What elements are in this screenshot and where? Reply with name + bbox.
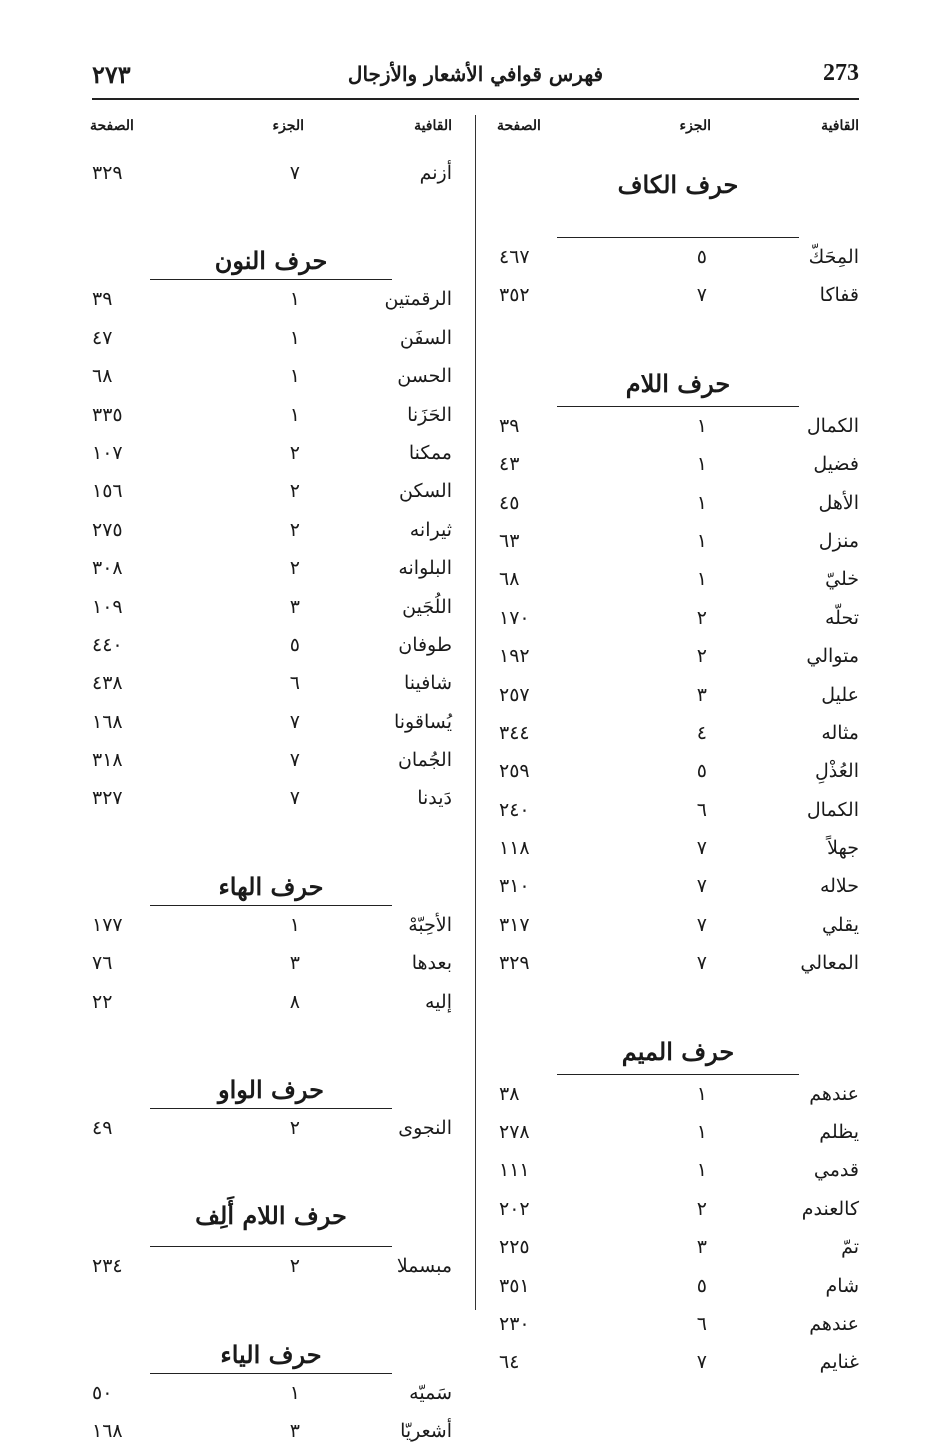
index-row (497, 1271, 859, 1309)
rhyme-cell: المعالي (800, 952, 859, 975)
index-row (497, 1117, 859, 1155)
index-row (497, 1347, 859, 1385)
volume-cell: ٥ (696, 760, 707, 783)
page-cell: ٣٢٩ (92, 162, 123, 184)
volume-cell: ١ (696, 1082, 707, 1105)
page-cell: ٢٤٠ (499, 798, 530, 821)
index-row (90, 783, 452, 821)
page-cell: ٢٧٨ (499, 1121, 530, 1144)
index-row (497, 1155, 859, 1193)
volume-cell: ٣ (289, 595, 300, 618)
rhyme-cell: الجُمان (397, 749, 452, 772)
index-row (497, 795, 859, 833)
section-rule (150, 1246, 392, 1247)
volume-cell: ١ (289, 365, 300, 388)
rhyme-cell: ثيرانه (409, 518, 452, 541)
volume-cell: ٢ (289, 441, 300, 464)
index-row (497, 718, 859, 756)
section-rule (557, 1074, 799, 1075)
page-header (92, 58, 859, 100)
index-row (497, 280, 859, 318)
rhyme-cell: عندهم (809, 1082, 859, 1105)
index-row (90, 438, 452, 476)
page-cell: ١٥٦ (92, 480, 123, 503)
rhyme-cell: جهلاً (827, 837, 859, 860)
column-header (497, 112, 859, 142)
page-cell: ٢٧٥ (92, 518, 123, 541)
index-row (497, 910, 859, 948)
volume-cell: ١ (289, 288, 300, 311)
volume-cell: ١ (289, 1381, 300, 1404)
rhyme-cell: عندهم (809, 1312, 859, 1335)
index-row (90, 1416, 452, 1454)
volume-cell: ٢ (696, 606, 707, 629)
section-title: حرف الهاء (218, 871, 324, 901)
page-cell: ١٧٠ (499, 606, 530, 629)
rhyme-cell: الحسن (397, 365, 452, 388)
page-cell: ٧٦ (92, 952, 113, 975)
index-row (90, 745, 452, 783)
right-column (497, 112, 859, 1386)
rhyme-cell: قفاكا (819, 284, 859, 307)
index-row (90, 1378, 452, 1416)
volume-cell: ٧ (696, 284, 707, 307)
rhyme-cell: المِحَكّ (808, 246, 859, 268)
page-cell: ٤٦٧ (499, 246, 530, 268)
index-row (90, 515, 452, 553)
section-rule (557, 406, 799, 407)
volume-cell: ٦ (289, 672, 300, 695)
page-cell: ٣١٧ (499, 913, 530, 936)
volume-cell: ٢ (289, 480, 300, 503)
column-divider (475, 115, 476, 1310)
column-header (90, 112, 452, 142)
section-title: حرف الكاف (617, 170, 739, 199)
section-heading (497, 319, 859, 411)
volume-cell: ٢ (289, 1255, 300, 1278)
index-row (90, 553, 452, 591)
volume-cell: ١ (289, 403, 300, 426)
index-row (90, 668, 452, 706)
index-row (497, 948, 859, 986)
page-cell: ١٠٩ (92, 595, 123, 618)
rhyme-cell: حلاله (819, 875, 859, 898)
index-row (497, 526, 859, 564)
rhyme-cell: شام (825, 1274, 859, 1297)
index-row (90, 707, 452, 745)
page-cell: ٤٤٠ (92, 633, 123, 656)
page-cell: ١٧٧ (92, 913, 123, 936)
index-row (497, 641, 859, 679)
page-cell: ٣٥١ (499, 1274, 530, 1297)
running-title: فهرس قوافي الأشعار والأزجال (347, 62, 604, 86)
index-row (90, 1113, 452, 1151)
volume-cell: ٧ (696, 1351, 707, 1374)
page-cell: ٣٨ (499, 1082, 520, 1105)
volume-cell: ٤ (696, 721, 707, 744)
volume-cell: ٣ (696, 683, 707, 706)
index-row (90, 400, 452, 438)
page-cell: ٢٥٧ (499, 683, 530, 706)
section-rule (150, 1373, 392, 1374)
volume-cell: ٣ (696, 1236, 707, 1259)
rhyme-cell: الرقمتين (384, 288, 452, 311)
section-title: حرف اللام (625, 368, 731, 398)
index-row (497, 833, 859, 871)
section-heading (90, 1290, 452, 1378)
volume-cell: ١ (696, 1159, 707, 1182)
column-header-volume: الجزء (272, 118, 304, 134)
volume-cell: ١ (696, 1121, 707, 1144)
index-row (497, 564, 859, 602)
volume-cell: ٦ (696, 1312, 707, 1335)
rhyme-cell: مبسملا (396, 1255, 452, 1278)
column-header-volume: الجزء (679, 118, 711, 134)
volume-cell: ٣ (289, 952, 300, 975)
index-row (497, 1194, 859, 1232)
rhyme-cell: تحلّه (824, 606, 859, 629)
page-cell: ٤٥ (499, 491, 520, 514)
index-row (497, 242, 859, 280)
section-heading (90, 822, 452, 910)
page-cell: ٤٧ (92, 326, 113, 349)
rhyme-cell: السكن (399, 480, 452, 503)
page-cell: ٣٥٢ (499, 284, 530, 307)
rhyme-cell: ممكنا (408, 441, 452, 464)
section-title: حرف النون (214, 246, 328, 276)
volume-cell: ١ (289, 913, 300, 936)
index-row (90, 910, 452, 948)
page-cell: ٢٥٩ (499, 760, 530, 783)
page-cell: ١٦٨ (92, 710, 123, 733)
section-title: حرف الواو (218, 1075, 324, 1105)
page-cell: ٦٨ (499, 568, 520, 591)
index-row (497, 488, 859, 526)
rhyme-cell: تمّ (841, 1236, 859, 1259)
index-row (497, 1079, 859, 1117)
volume-cell: ٢ (289, 557, 300, 580)
rhyme-cell: يظلم (819, 1121, 859, 1144)
index-row (497, 1232, 859, 1270)
rhyme-cell: البلوانه (398, 557, 452, 580)
page-cell: ٤٩ (92, 1117, 113, 1140)
index-row (497, 680, 859, 718)
rhyme-cell: اللُجَين (402, 595, 452, 618)
section-heading (497, 987, 859, 1079)
index-row (497, 449, 859, 487)
rhyme-cell: النجوى (398, 1117, 452, 1140)
index-row (90, 592, 452, 630)
rhyme-cell: طوفان (398, 633, 452, 656)
page-cell: ٣١٠ (499, 875, 530, 898)
index-row (497, 411, 859, 449)
section-rule (150, 905, 392, 906)
rhyme-cell: بعدها (411, 952, 452, 975)
index-row (497, 1309, 859, 1347)
volume-cell: ٢ (696, 645, 707, 668)
volume-cell: ١ (696, 414, 707, 437)
section-title: حرف اللام أَلِف (195, 1201, 347, 1231)
page-cell: ٢٣٠ (499, 1312, 530, 1335)
section-heading (90, 1151, 452, 1251)
rhyme-cell: السفَن (399, 326, 452, 349)
rhyme-cell: قدمي (813, 1159, 859, 1182)
left-column (90, 112, 452, 1455)
page-cell: ٣٢٧ (92, 787, 123, 810)
rhyme-cell: مثاله (821, 721, 859, 744)
column-header-rhyme: القافية (414, 118, 452, 134)
page-cell: ٣٩ (499, 414, 520, 437)
rhyme-cell: شافينا (403, 672, 452, 695)
rhyme-cell: دَيدنا (417, 787, 452, 810)
volume-cell: ١ (696, 568, 707, 591)
page-cell: ٣٢٩ (499, 952, 530, 975)
section-heading (90, 1025, 452, 1113)
rhyme-cell: الكمال (806, 414, 859, 437)
page-cell: ٣٣٥ (92, 403, 123, 426)
volume-cell: ١ (696, 453, 707, 476)
page-cell: ٣١٨ (92, 749, 123, 772)
rhyme-cell: أزنم (419, 162, 452, 184)
section-title: حرف الياء (220, 1339, 322, 1369)
index-row (497, 603, 859, 641)
page-cell: ٦٣ (499, 529, 520, 552)
volume-cell: ٧ (696, 913, 707, 936)
rhyme-cell: الأحِبّهْ (408, 913, 452, 936)
page-cell: ٣٤٤ (499, 721, 530, 744)
volume-cell: ١ (696, 491, 707, 514)
section-rule (557, 237, 799, 238)
volume-cell: ٧ (289, 787, 300, 810)
section-title: حرف الميم (621, 1036, 735, 1066)
rhyme-cell: فضيل (813, 453, 859, 476)
page-cell: ٢٢ (92, 990, 113, 1013)
page-cell: ١١٨ (499, 837, 530, 860)
volume-cell: ٧ (289, 162, 300, 184)
page-number-latin: 273 (823, 60, 859, 86)
page-cell: ٢٠٢ (499, 1197, 530, 1220)
page-cell: ٦٤ (499, 1351, 520, 1374)
index-row (90, 361, 452, 399)
page-cell: ٥٠ (92, 1381, 113, 1404)
page-cell: ١١١ (499, 1159, 530, 1182)
page-cell: ٣٠٨ (92, 557, 123, 580)
index-row (90, 630, 452, 668)
volume-cell: ٢ (289, 518, 300, 541)
index-row (90, 948, 452, 986)
index-row (497, 756, 859, 794)
volume-cell: ٧ (696, 875, 707, 898)
volume-cell: ٧ (289, 749, 300, 772)
rhyme-cell: منزل (818, 529, 859, 552)
page-cell: ١٦٨ (92, 1420, 123, 1443)
section-rule (150, 279, 392, 280)
volume-cell: ٢ (696, 1197, 707, 1220)
column-header-rhyme: القافية (821, 118, 859, 134)
index-row (90, 987, 452, 1025)
page-number-arabic: ٢٧٣ (92, 60, 131, 89)
section-heading (90, 196, 452, 284)
page-cell: ٢٣٤ (92, 1255, 123, 1278)
volume-cell: ٥ (696, 1274, 707, 1297)
column-header-page: الصفحة (497, 118, 541, 134)
page-cell: ٦٨ (92, 365, 113, 388)
rhyme-cell: الأهل (818, 491, 859, 514)
page-cell: ١٩٢ (499, 645, 530, 668)
index-row (90, 323, 452, 361)
rhyme-cell: يُساقونا (393, 710, 452, 733)
rhyme-cell: سَميّه (409, 1381, 452, 1404)
index-row (90, 158, 452, 196)
page-cell: ١٠٧ (92, 441, 123, 464)
volume-cell: ٨ (289, 990, 300, 1013)
volume-cell: ١ (696, 529, 707, 552)
rhyme-cell: متوالي (806, 645, 859, 668)
index-row (497, 871, 859, 909)
rhyme-cell: الكمال (806, 798, 859, 821)
volume-cell: ٥ (289, 633, 300, 656)
rhyme-cell: الحَزَنا (407, 403, 452, 426)
volume-cell: ٧ (289, 710, 300, 733)
volume-cell: ٥ (696, 246, 707, 268)
volume-cell: ١ (289, 326, 300, 349)
index-row (90, 476, 452, 514)
volume-cell: ٣ (289, 1420, 300, 1443)
rhyme-cell: غنايم (819, 1351, 859, 1374)
rhyme-cell: أشعريّا (400, 1420, 452, 1443)
volume-cell: ٦ (696, 798, 707, 821)
page-cell: ٤٣٨ (92, 672, 123, 695)
rhyme-cell: إليه (425, 990, 452, 1013)
section-heading (497, 142, 859, 242)
page-cell: ٣٩ (92, 288, 113, 311)
index-row (90, 1251, 452, 1289)
volume-cell: ٧ (696, 837, 707, 860)
page-cell: ٤٣ (499, 453, 520, 476)
column-header-page: الصفحة (90, 118, 134, 134)
volume-cell: ٢ (289, 1117, 300, 1140)
volume-cell: ٧ (696, 952, 707, 975)
section-rule (150, 1108, 392, 1109)
page-cell: ٢٢٥ (499, 1236, 530, 1259)
rhyme-cell: يقلي (821, 913, 859, 936)
rhyme-cell: عليل (821, 683, 859, 706)
rhyme-cell: العُذْلِ (814, 760, 859, 783)
rhyme-cell: خليّ (825, 568, 859, 591)
rhyme-cell: كالعندم (801, 1197, 859, 1220)
index-row (90, 284, 452, 322)
